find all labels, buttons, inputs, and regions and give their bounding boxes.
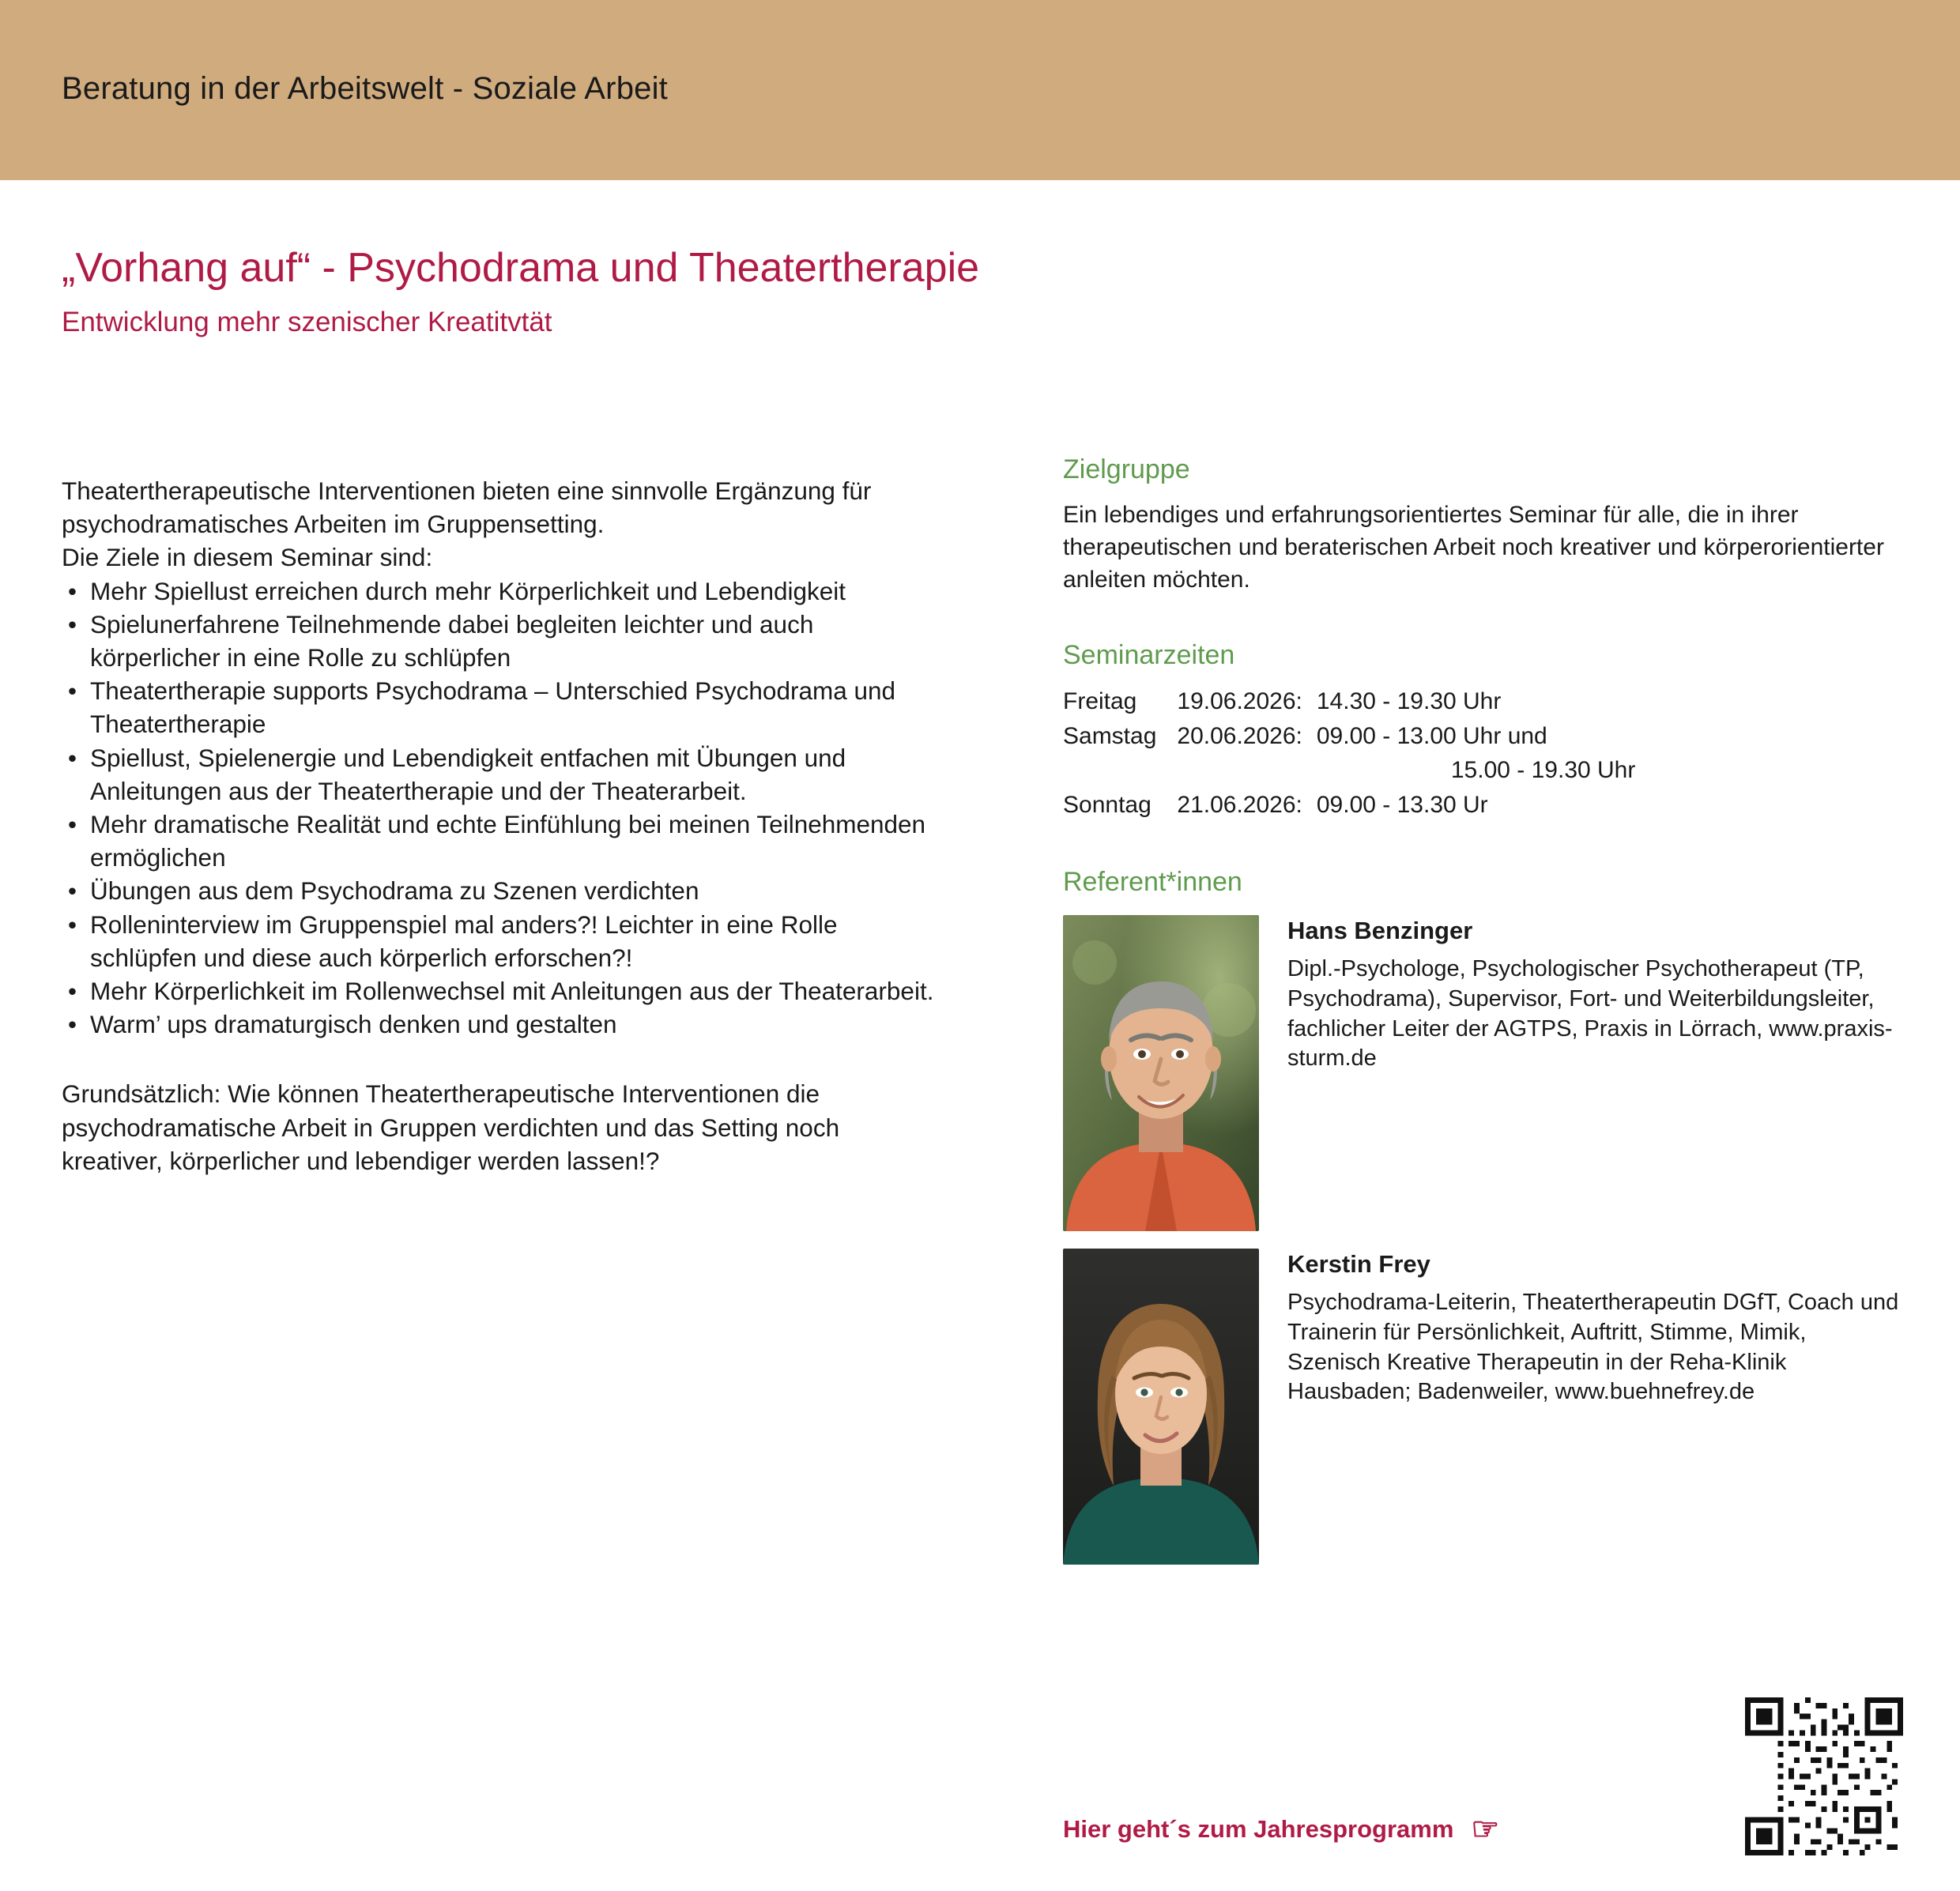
jahresprogramm-cta[interactable]: [1063, 1814, 1499, 1845]
times-time: 09.00 - 13.00 Uhr und: [1316, 722, 1547, 749]
speaker-description: Psychodrama-Leiterin, Theatertherapeutin DGfT, Coach und Trainerin für Persönlichkeit, Auftritt, Stimme, Mimik, Szenisch Kreative Therapeutin in der Reha-Klinik Hausbaden; Badenweiler, www.buehnefrey.de: [1287, 1290, 1899, 1405]
times-day: Sonntag: [1063, 791, 1152, 818]
times-day: Samstag: [1063, 722, 1157, 749]
speaker-entry: [1063, 1249, 1901, 1565]
page-title: „Vorhang auf“ - Psychodrama und Theatertherapie: [62, 245, 980, 291]
times-date: 20.06.2026:: [1177, 722, 1302, 749]
section-heading-seminarzeiten: Seminarzeiten: [1063, 640, 1235, 671]
times-day: [1063, 754, 1177, 788]
times-time: 14.30 - 19.30 Uhr: [1316, 688, 1502, 715]
speaker-name: Kerstin Frey: [1287, 1249, 1430, 1278]
title-block: [62, 245, 1089, 338]
list-item: • Mehr Spiellust erreichen durch mehr Körperlichkeit und Lebendigkeit: [62, 574, 935, 608]
list-item: • Spielunerfahrene Teilnehmende dabei begleiten leichter und auch körperlicher in eine Rolle zu schlüpfen: [62, 608, 935, 674]
cta-label: Hier geht´s zum Jahresprogramm: [1063, 1815, 1454, 1843]
qr-code[interactable]: [1745, 1697, 1903, 1855]
list-item: • Theatertherapie supports Psychodrama – Unterschied Psychodrama und Theatertherapie: [62, 674, 935, 740]
speaker-text: [1259, 915, 1901, 1074]
list-item: • Übungen aus dem Psychodrama zu Szenen verdichten: [62, 874, 935, 907]
seminar-times-table: [1063, 685, 1635, 823]
list-item: • Warm’ ups dramaturgisch denken und gestalten: [62, 1008, 935, 1041]
speaker-name: Hans Benzinger: [1287, 916, 1473, 944]
speaker-text: [1259, 1249, 1901, 1407]
table-row: [1063, 754, 1635, 788]
times-time: 09.00 - 13.30 Ur: [1316, 791, 1488, 818]
list-item: • Spiellust, Spielenergie und Lebendigkeit entfachen mit Übungen und Anleitungen aus der Theatertherapie und der Theaterarbeit.: [62, 741, 935, 808]
right-column: [1063, 454, 1901, 1565]
table-row: [1063, 720, 1635, 754]
times-time: 15.00 - 19.30 Uhr: [1450, 757, 1636, 784]
times-day: Freitag: [1063, 688, 1137, 715]
list-item: • Mehr dramatische Realität und echte Einfühlung bei meinen Teilnehmenden ermöglichen: [62, 808, 935, 874]
portrait-kerstin-frey: [1063, 1249, 1259, 1565]
left-column: [62, 474, 935, 1177]
goals-list: [62, 574, 935, 1042]
pointing-hand-icon: ☞: [1471, 1812, 1500, 1847]
times-date: [1177, 754, 1316, 788]
section-heading-referentinnen: Referent*innen: [1063, 866, 1242, 897]
table-row: [1063, 789, 1635, 823]
times-date: 21.06.2026:: [1177, 791, 1302, 818]
spacer: [1063, 823, 1901, 867]
times-date: 19.06.2026:: [1177, 688, 1302, 715]
speaker-entry: [1063, 915, 1901, 1231]
portrait-hans-benzinger: [1063, 915, 1259, 1231]
intro-paragraph: Theatertherapeutische Interventionen bieten eine sinnvolle Ergänzung für psychodramatisches Arbeiten im Gruppensetting.: [62, 477, 872, 539]
section-heading-zielgruppe: Zielgruppe: [1063, 454, 1190, 484]
list-item: • Rolleninterview im Gruppenspiel mal anders?! Leichter in eine Rolle schlüpfen und diese auch körperlich erforschen?!: [62, 908, 935, 974]
speaker-description: Dipl.-Psychologe, Psychologischer Psychotherapeut (TP, Psychodrama), Supervisor, Fort- und Weiterbildungsleiter, fachlicher Leiter der AGTPS, Praxis in Lörrach, www.praxis-sturm.de: [1287, 956, 1893, 1072]
page-subtitle: Entwicklung mehr szenischer Kreatitvtät: [62, 306, 552, 337]
goals-lead: Die Ziele in diesem Seminar sind:: [62, 543, 433, 572]
spacer: [1063, 596, 1901, 640]
header-title: Beratung in der Arbeitswelt - Soziale Arbeit: [62, 71, 668, 106]
zielgruppe-text: Ein lebendiges und erfahrungsorientiertes Seminar für alle, die in ihrer therapeutischen und beraterischen Arbeit noch kreativer und körperorientierter anleiten möchten.: [1063, 502, 1884, 593]
list-item: • Mehr Körperlichkeit im Rollenwechsel mit Anleitungen aus der Theaterarbeit.: [62, 974, 935, 1008]
header-band: [0, 0, 1960, 180]
table-row: [1063, 685, 1635, 719]
closing-paragraph: Grundsätzlich: Wie können Theatertherapeutische Interventionen die psychodramatische Arbeit in Gruppen verdichten und das Setting noch kreativer, körperlicher und lebendiger werden lassen!?: [62, 1079, 840, 1175]
